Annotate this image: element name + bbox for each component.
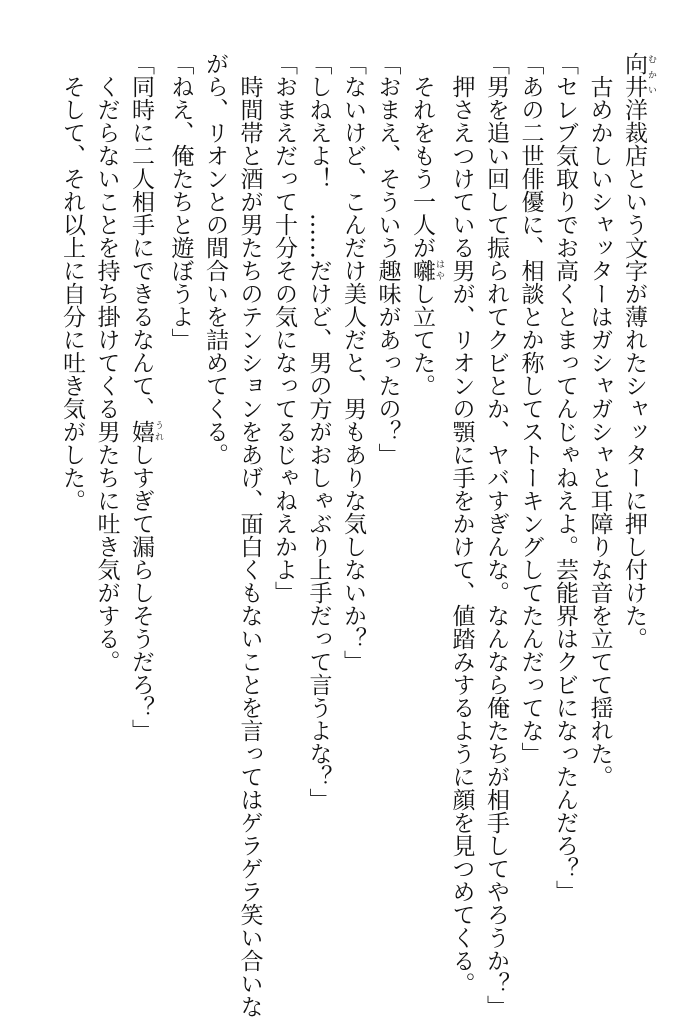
- text-line: 「おまえ、そういう趣味があったの？」: [374, 52, 401, 466]
- text-line: くだらないことを持ち掛けてくる男たちに吐き気がする。: [93, 75, 120, 673]
- text-line: 「男を追い回して振られてクビとか、ヤバすぎんな。なんなら俺たちが相手してやろうか？」: [483, 52, 509, 1018]
- text-line: 押さえつけている男が、リオンの顎に手をかけて、値踏みするように顔を見つめてくる。: [448, 75, 475, 995]
- text-line: それをもう一人が囃 はやし立てた。: [409, 75, 444, 397]
- text-line: 「同時に二人相手にできるなんて、嬉 うれしすぎて漏らしそうだろ？」: [128, 52, 163, 742]
- text-line: 古めかしいシャッターはガシャガシャと耳障りな音を立てて揺れた。: [586, 75, 613, 788]
- text-line: 「セレブ気取りでお高くとまってんじゃねえよ。芸能界はクビになったんだろ？」: [552, 52, 578, 903]
- text-line: 「しねえよ！ ……だけど、男の方がおしゃぶり上手だって言うよな？」: [305, 52, 332, 811]
- body-text: [55, 52, 657, 1018]
- text-line: そして、それ以上に自分に吐き気がした。: [59, 75, 85, 512]
- furigana: 嬉 うれ: [128, 420, 163, 443]
- text-line: 「おまえだって十分その気になってるじゃねえかよ」: [271, 52, 297, 604]
- text-line: 「あの二世俳優に、相談とか称してストーキングしてたんだってな」: [517, 52, 544, 765]
- text-line: 向井 むかい洋裁店という文字が薄れたシャッターに押し付けた。: [621, 52, 656, 650]
- text-line: 時間帯と酒が男たちのテンションをあげ、面白くもないことを言ってはゲラゲラ笑い合いな: [236, 75, 263, 1018]
- text-line: 「ないけど、こんだけ美人だと、男もありな気しないか？」: [340, 52, 366, 673]
- furigana: 囃 はや: [409, 259, 444, 282]
- text-line: 「ねえ、俺たちと遊ぼうよ」: [167, 52, 194, 351]
- text-line: がら、リオンとの間合いを詰めてくる。: [202, 52, 228, 466]
- furigana: 向井 むかい: [621, 52, 656, 98]
